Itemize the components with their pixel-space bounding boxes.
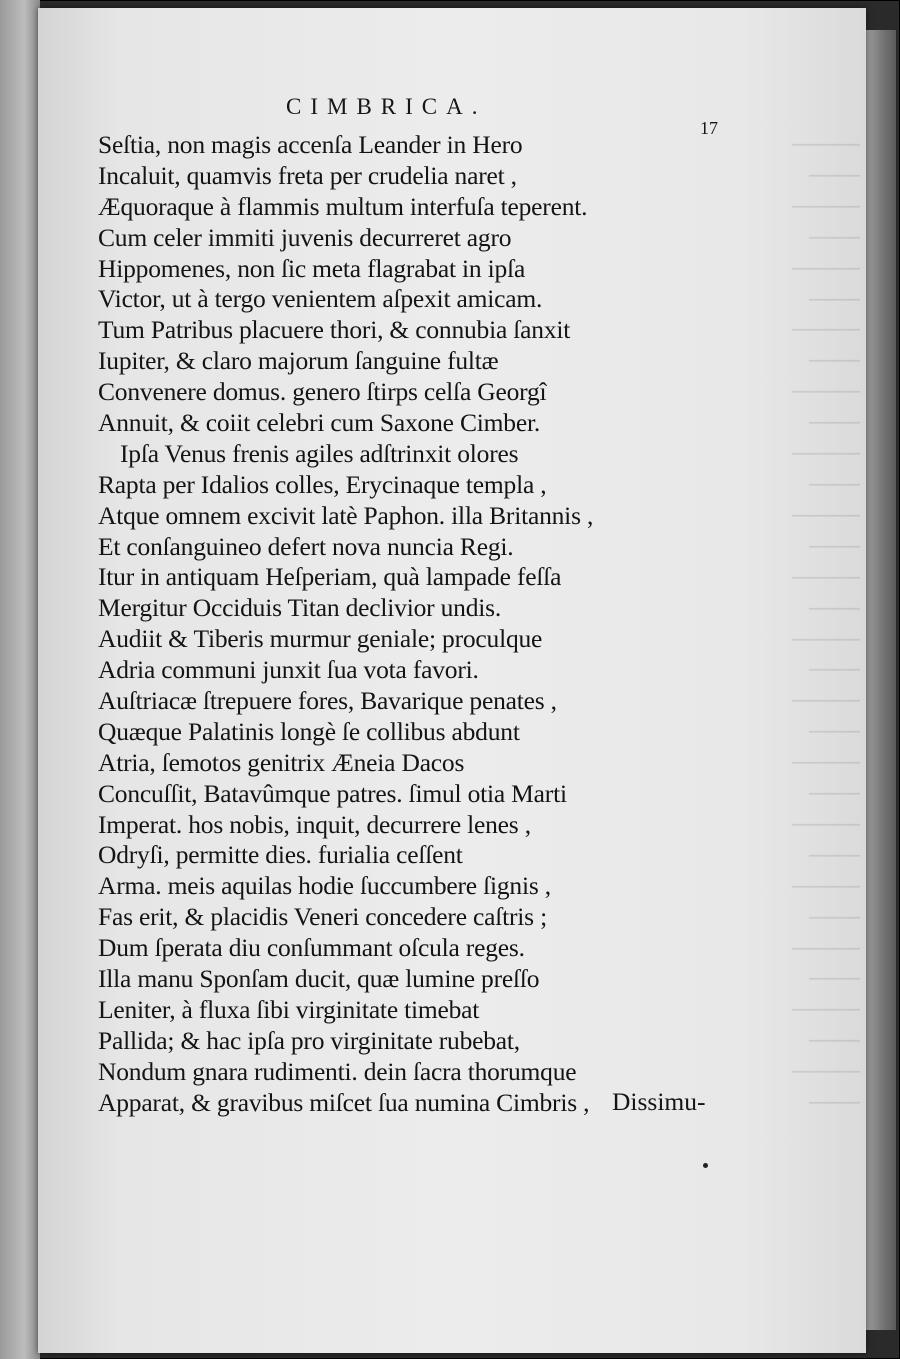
verse-line: Itur in antiquam Heſperiam, quà lampade feſſa bbox=[98, 562, 562, 592]
verse-line: Auſtriacæ ſtrepuere fores, Bavarique penates , bbox=[98, 686, 557, 716]
right-page-edge bbox=[866, 30, 896, 1330]
verse-line: Illa manu Sponſam ducit, quæ lumine preſſo bbox=[98, 964, 540, 994]
verse-line: Seſtia, non magis accenſa Leander in Hero bbox=[98, 130, 523, 159]
verse-line: Arma. meis aquilas hodie ſuccumbere ſignis , bbox=[98, 871, 551, 901]
verse-line: Tum Patribus placuere thori, & connubia ſanxit bbox=[98, 315, 571, 345]
catchword: Dissimu- bbox=[612, 1087, 706, 1116]
verse-line: Atque omnem excivit latè Paphon. illa Britannis , bbox=[98, 500, 594, 530]
verse-line: Convenere domus. genero ſtirps celſa Georgî bbox=[98, 377, 547, 407]
running-head: CIMBRICA. bbox=[286, 94, 487, 119]
ink-dot bbox=[703, 1163, 708, 1168]
verse-line: Dum ſperata diu conſummant oſcula reges. bbox=[98, 933, 525, 963]
page-number: 17 bbox=[700, 118, 718, 138]
verse-line: Atria, ſemotos genitrix Æneia Dacos bbox=[98, 747, 465, 777]
verse-line: Incaluit, quamvis freta per crudelia naret , bbox=[98, 160, 517, 190]
verse-line: Audiit & Tiberis murmur geniale; proculque bbox=[98, 624, 543, 654]
verse-line: Victor, ut à tergo venientem aſpexit amicam. bbox=[98, 284, 543, 314]
verse-line: Æquoraque à flammis multum interfuſa teperent. bbox=[98, 191, 588, 221]
verse-line: Annuit, & coiit celebri cum Saxone Cimber. bbox=[98, 408, 541, 438]
verse-line: Iupiter, & claro majorum ſanguine fultæ bbox=[98, 346, 499, 376]
left-page-edge bbox=[0, 0, 40, 1359]
verse-line: Leniter, à fluxa ſibi virginitate timebat bbox=[98, 994, 480, 1024]
verse-line: Mergitur Occiduis Titan declivior undis. bbox=[98, 593, 502, 623]
poem-text bbox=[98, 130, 718, 1119]
verse-line: Cum celer immiti juvenis decurreret agro bbox=[98, 222, 512, 252]
verse-line: Concuſſit, Batavûmque patres. ſimul otia Marti bbox=[98, 778, 567, 808]
verse-line: Apparat, & gravibus miſcet ſua numina Cimbris , bbox=[98, 1087, 590, 1117]
verse-line: Pallida; & hac ipſa pro virginitate rubebat, bbox=[98, 1025, 520, 1055]
verse-line: Quæque Palatinis longè ſe collibus abdunt bbox=[98, 716, 520, 746]
verse-line: Rapta per Idalios colles, Erycinaque templa , bbox=[98, 469, 547, 499]
verse-line: Hippomenes, non ſic meta flagrabat in ipſa bbox=[98, 253, 526, 283]
verse-line: Imperat. hos nobis, inquit, decurrere lenes , bbox=[98, 809, 531, 839]
verse-line: Nondum gnara rudimenti. dein ſacra thorumque bbox=[98, 1056, 577, 1086]
verse-line: Odryſi, permitte dies. furialia ceſſent bbox=[98, 840, 463, 870]
verse-line: Ipſa Venus frenis agiles adſtrinxit olores bbox=[120, 438, 519, 468]
show-through-texture: ──── ─── ──── ─── ──── ─── ──── ─── ──── ─── ──── ─── ──── ─── ──── ─── ──── ─── ──── ─── ──── ─── ──── ─── ──── ─── ──── ─── ──── ─── ──── ─── bbox=[791, 132, 860, 1110]
verse-line: Fas erit, & placidis Veneri concedere caſtris ; bbox=[98, 902, 547, 932]
verse-line: Adria communi junxit ſua vota favori. bbox=[98, 655, 479, 685]
verse-line: Et conſanguineo defert nova nuncia Regi. bbox=[98, 531, 514, 561]
